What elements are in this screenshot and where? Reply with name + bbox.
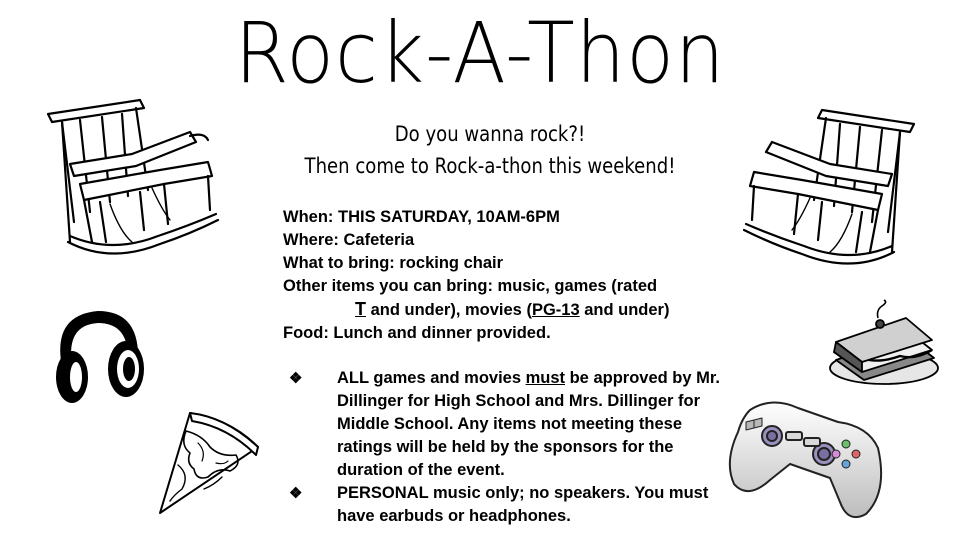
- pizza-slice-icon: [150, 405, 265, 520]
- other-items-mid: and under), movies (: [366, 301, 532, 319]
- rule-personal-music: PERSONAL music only; no speakers. You must have earbuds or headphones.: [337, 484, 709, 525]
- list-item: [283, 367, 723, 482]
- rocking-chair-icon: [40, 92, 230, 262]
- rating-t: T: [355, 299, 366, 319]
- where-line: Where: Cafeteria: [283, 231, 415, 249]
- rules-list: [283, 367, 723, 528]
- other-items-end: and under): [579, 301, 670, 319]
- rating-pg13: PG-13: [531, 301, 580, 319]
- tagline: [284, 118, 697, 182]
- rule-approval-a: ALL games and movies: [337, 369, 526, 387]
- when-line: When: THIS SATURDAY, 10AM-6PM: [283, 208, 560, 226]
- food-line: Food: Lunch and dinner provided.: [283, 324, 551, 342]
- rule-approval: [337, 367, 723, 482]
- event-details: [283, 206, 733, 345]
- rule-approval-b: be approved by Mr. Dillinger for High School and Mrs. Dillinger for Middle School. Any items not meeting these ratings will be held by the sponsors for the duration of the event.: [337, 369, 720, 479]
- other-items-line-2: [283, 298, 733, 322]
- other-items-line: Other items you can bring: music, games (rated: [283, 277, 658, 295]
- tagline-line-2: Then come to Rock-a-thon this weekend!: [304, 154, 676, 178]
- headphones-icon: [48, 305, 148, 410]
- page-title: Rock-A-Thon: [234, 5, 726, 103]
- game-controller-icon: [728, 392, 888, 520]
- bullet-marker: ❖: [289, 370, 303, 387]
- bring-line: What to bring: rocking chair: [283, 254, 504, 272]
- rule-approval-emphasis: must: [525, 369, 566, 387]
- tagline-line-1: Do you wanna rock?!: [394, 122, 586, 146]
- rocking-chair-icon: [732, 102, 922, 272]
- bullet-marker: ❖: [289, 485, 303, 502]
- list-item: [283, 482, 723, 528]
- sandwich-icon: [824, 300, 942, 390]
